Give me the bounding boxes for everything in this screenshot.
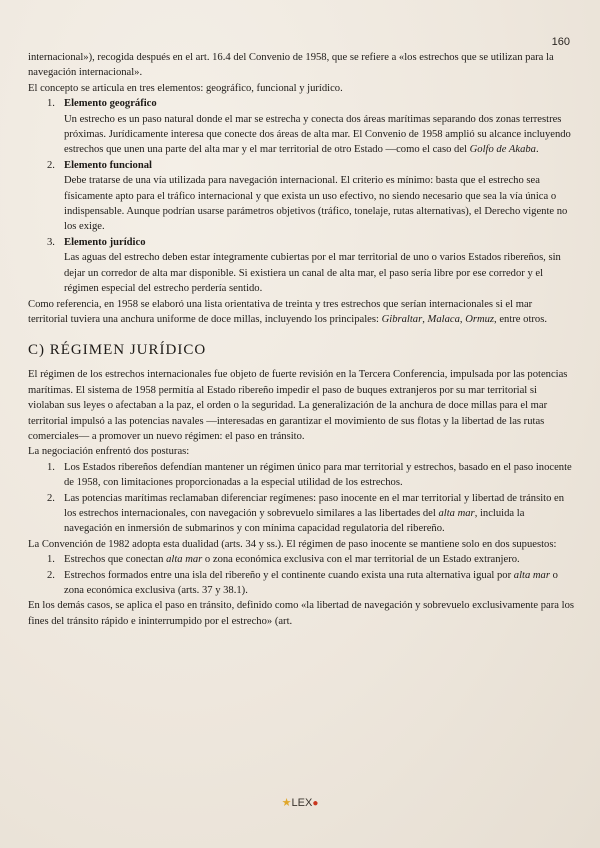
element-text: Las aguas del estrecho deben estar íntegramente cubiertas por el mar territorial de uno o varios Estados ribereños, sin dejar un corredor de alta mar disponible. Si existiera un canal de alta mar, el paso sería libre por ese corredor y el régimen especial del estrecho perdería sentido. (64, 252, 561, 295)
text-run: , incluida la navegación en inmersión de submarinos y con mínima capacidad regulatoria del ribereño. (64, 507, 525, 535)
list-number: 1. (47, 554, 55, 566)
closing-paragraph: En los demás casos, se aplica el paso en tránsito, definido como «la libertad de navegación y sobrevuelo exclusivamente para los fines del tránsito rápido e ininterrumpido por el estrecho» (art. (28, 600, 574, 627)
list-number: 1. (47, 461, 55, 473)
list-item (28, 460, 574, 491)
logo-text: LEX (291, 797, 313, 809)
positions-list (28, 460, 574, 537)
list-number: 1. (47, 98, 55, 110)
regime-paragraph: El régimen de los estrechos internacionales fue objeto de fuerte revisión en la Tercera Conferencia, impulsada por las potencias marítimas. El sistema de 1958 permitía al Estado ribereño impedir el paso de buques extranjeros por su mar territorial si violaban sus leyes o afectaban a la paz, el orden o la seguridad. La generalización de la anchura de doce millas para el mar territorial impulsó a las potencias navales —interesadas en garantizar el movimiento de sus flotas y la libertad de las rutas comerciales— a promover un nuevo régimen: el paso en tránsito. (28, 369, 568, 442)
list-number: 2. (47, 492, 55, 504)
concept-paragraph: El concepto se articula en tres elementos: geográfico, funcional y jurídico. (28, 82, 343, 94)
text-run: . (535, 144, 539, 156)
page-number: 160 (551, 36, 570, 48)
position-text (64, 491, 574, 537)
italic-term: Ormuz (465, 313, 495, 325)
cases-list (28, 552, 574, 598)
drop-icon: ● (312, 798, 319, 809)
text-run: Estrechos formados entre una isla del ribereño y el continente cuando exista una ruta alternativa igual por (64, 569, 514, 581)
position-text: Los Estados ribereños defendían mantener un régimen único para mar territorial y estrechos, basado en el paso inocente de 1958, con limitaciones proporcionadas a la especial utilidad de los estrechos. (64, 461, 572, 489)
text-run: , entre otros. (494, 313, 547, 325)
text-run: Estrechos que conectan (64, 554, 167, 566)
element-title: Elemento geográfico (64, 98, 157, 110)
negotiation-paragraph: La negociación enfrentó dos posturas: (28, 446, 190, 458)
convention-paragraph: La Convención de 1982 adopta esta dualidad (arts. 34 y ss.). El régimen de paso inocente se mantiene solo en dos supuestos: (28, 538, 557, 550)
list-item (28, 552, 574, 567)
italic-term: Malaca (427, 313, 460, 325)
element-text (64, 112, 574, 158)
reference-paragraph (28, 297, 574, 328)
text-run: o zona económica exclusiva (arts. 37 y 38.1). (64, 569, 558, 596)
text-run: Un estrecho es un paso natural donde el mar se estrecha y conecta dos áreas marítimas separando dos zonas terrestres próximas. Jurídicamente interesa que conecte dos áreas de alta mar. El Convenio de 1958 amplió su alcance incluyendo estrechos que unen una parte del alta mar y el mar territorial de otro Estado —como el caso del (64, 113, 571, 156)
italic-term: alta mar (438, 507, 475, 519)
element-title: Elemento jurídico (64, 236, 146, 248)
list-item (28, 235, 574, 297)
text-run: , (422, 313, 428, 325)
text-run: Las potencias marítimas reclamaban diferenciar regímenes: paso inocente en el mar territorial y libertad de tránsito en los estrechos internacionales, con navegación y sobrevuelo similares a las libertades del (64, 492, 565, 519)
element-title: Elemento funcional (64, 159, 152, 171)
section-heading: C) RÉGIMEN JURÍDICO (28, 342, 207, 359)
star-icon: ★ (281, 797, 292, 809)
page-content (28, 50, 574, 629)
text-run: o zona económica exclusiva con el mar territorial de un Estado extranjero. (202, 554, 520, 566)
list-number: 3. (47, 236, 55, 248)
list-item (28, 158, 574, 235)
elements-list (28, 96, 574, 296)
list-item (28, 96, 574, 158)
intro-paragraph: internacional»), recogida después en el art. 16.4 del Convenio de 1958, que se refiere a «los estrechos que se utilizan para la navegación internacional». (28, 52, 554, 79)
text-run: , (459, 313, 466, 325)
list-number: 2. (47, 569, 55, 581)
text-run: Como referencia, en 1958 se elaboró una lista orientativa de treinta y tres estrechos que serían internacionales si el mar territorial tuviera una anchura uniforme de doce millas, incluyendo los principales: (28, 298, 533, 325)
list-item (28, 568, 574, 599)
footer-logo (0, 796, 600, 809)
list-number: 2. (47, 159, 55, 171)
italic-term: Golfo de Akaba (469, 144, 536, 156)
case-text (64, 568, 574, 599)
italic-term: Gibraltar (381, 313, 423, 325)
element-text: Debe tratarse de una vía utilizada para navegación internacional. El criterio es mínimo: basta que el estrecho sea físicamente apto para el tráfico internacional y que exista un uso efectivo, no siendo necesario que sea la vía única o indispensable. Aunque podrían usarse parámetros objetivos (tráfico, tonelaje, rutas alternativas), el Derecho vigente no los exige. (64, 175, 568, 233)
case-text (64, 552, 574, 567)
italic-term: alta mar (166, 554, 203, 566)
list-item (28, 491, 574, 537)
italic-term: alta mar (513, 569, 550, 581)
